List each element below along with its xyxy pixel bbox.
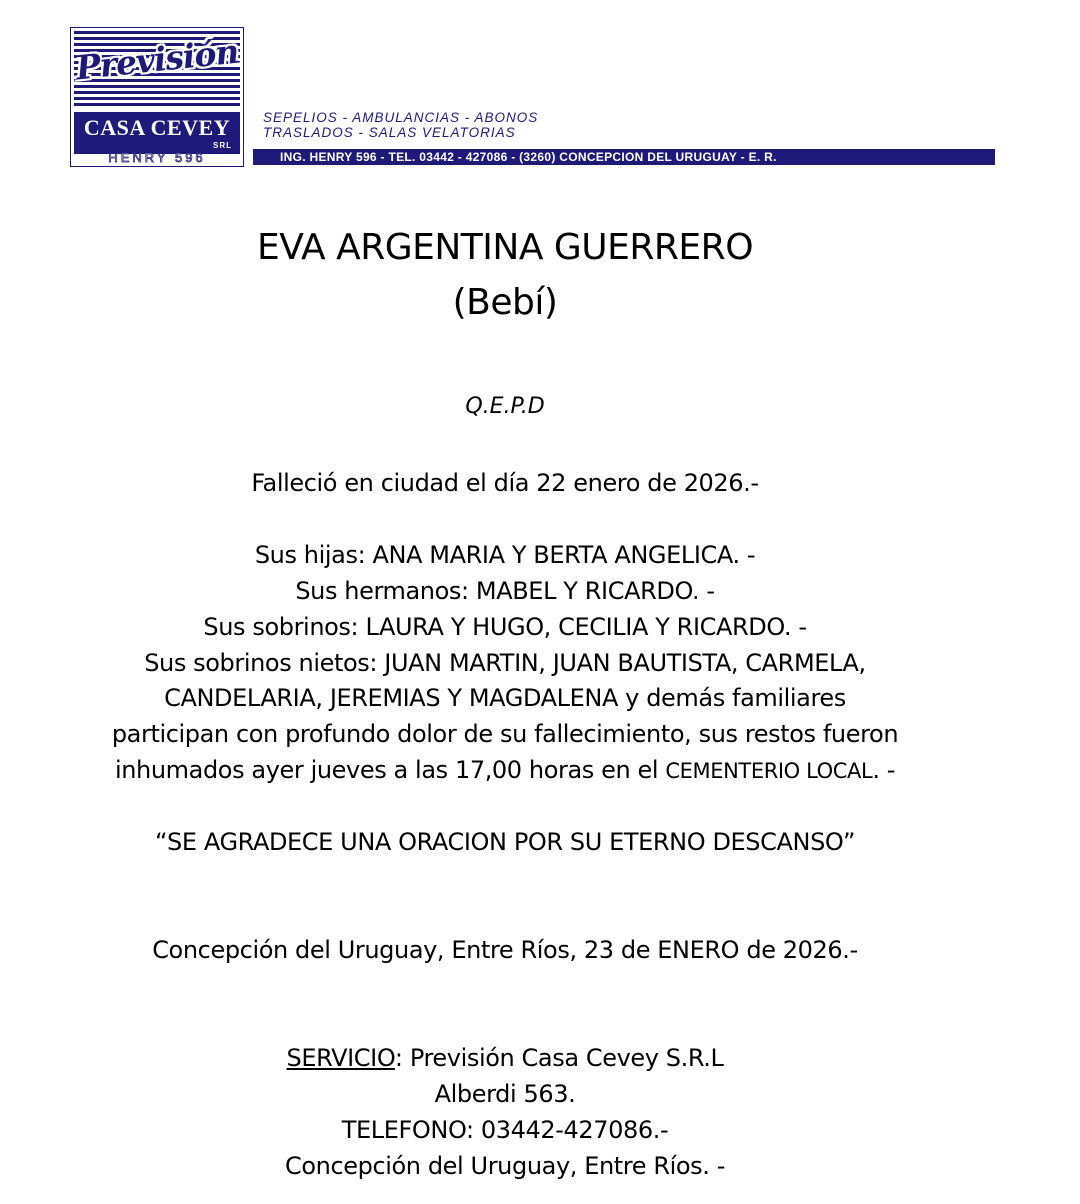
tagline-line-2: TRASLADOS - SALAS VELATORIAS bbox=[263, 125, 516, 140]
logo-address: HENRY 596 bbox=[108, 150, 206, 165]
family-line-2: Sus hermanos: MABEL Y RICARDO. - bbox=[295, 577, 715, 605]
family-line-4: Sus sobrinos nietos: JUAN MARTIN, JUAN BAUTISTA, CARMELA, bbox=[144, 649, 866, 677]
tagline-line-1: SEPELIOS - AMBULANCIAS - ABONOS bbox=[263, 110, 539, 125]
qepd-text: Q.E.P.D bbox=[465, 394, 545, 419]
service-provider: : Previsión Casa Cevey S.R.L bbox=[394, 1044, 724, 1072]
family-line-5: CANDELARIA, JEREMIAS Y MAGDALENA y demás familiares bbox=[164, 684, 846, 712]
burial-line bbox=[0, 755, 1010, 786]
death-announcement: Falleció en ciudad el día 22 enero de 2026.- bbox=[251, 469, 759, 497]
service-address: Alberdi 563. bbox=[434, 1080, 576, 1108]
burial-place: CEMENTERIO LOCAL bbox=[665, 759, 873, 783]
contact-bar: ING. HENRY 596 - TEL. 03442 - 427086 - (3260) CONCEPCION DEL URUGUAY - E. R. bbox=[253, 149, 995, 165]
deceased-nickname: (Bebí) bbox=[452, 282, 558, 323]
company-logo bbox=[70, 27, 244, 167]
prayer-request: “SE AGRADECE UNA ORACION POR SU ETERNO DESCANSO” bbox=[154, 828, 855, 856]
service-line bbox=[0, 1043, 1010, 1073]
service-city: Concepción del Uruguay, Entre Ríos. - bbox=[285, 1152, 725, 1180]
logo-suffix: SRL bbox=[213, 141, 232, 150]
family-line-1: Sus hijas: ANA MARIA Y BERTA ANGELICA. - bbox=[254, 541, 756, 569]
family-line-3: Sus sobrinos: LAURA Y HUGO, CECILIA Y RICARDO. - bbox=[203, 613, 807, 641]
deceased-name: EVA ARGENTINA GUERRERO bbox=[256, 227, 754, 268]
service-phone: TELEFONO: 03442-427086.- bbox=[341, 1116, 669, 1144]
logo-script-text: Previsión bbox=[73, 31, 241, 88]
service-label: SERVICIO bbox=[286, 1044, 395, 1072]
logo-company-name: CASA CEVEY bbox=[83, 115, 231, 140]
burial-suffix: . - bbox=[872, 756, 896, 784]
place-date: Concepción del Uruguay, Entre Ríos, 23 de ENERO de 2026.- bbox=[152, 936, 858, 964]
logo-name-block bbox=[74, 112, 240, 154]
family-line-6: participan con profundo dolor de su fallecimiento, sus restos fueron bbox=[111, 720, 899, 748]
burial-prefix: inhumados ayer jueves a las 17,00 horas en el bbox=[114, 756, 666, 784]
